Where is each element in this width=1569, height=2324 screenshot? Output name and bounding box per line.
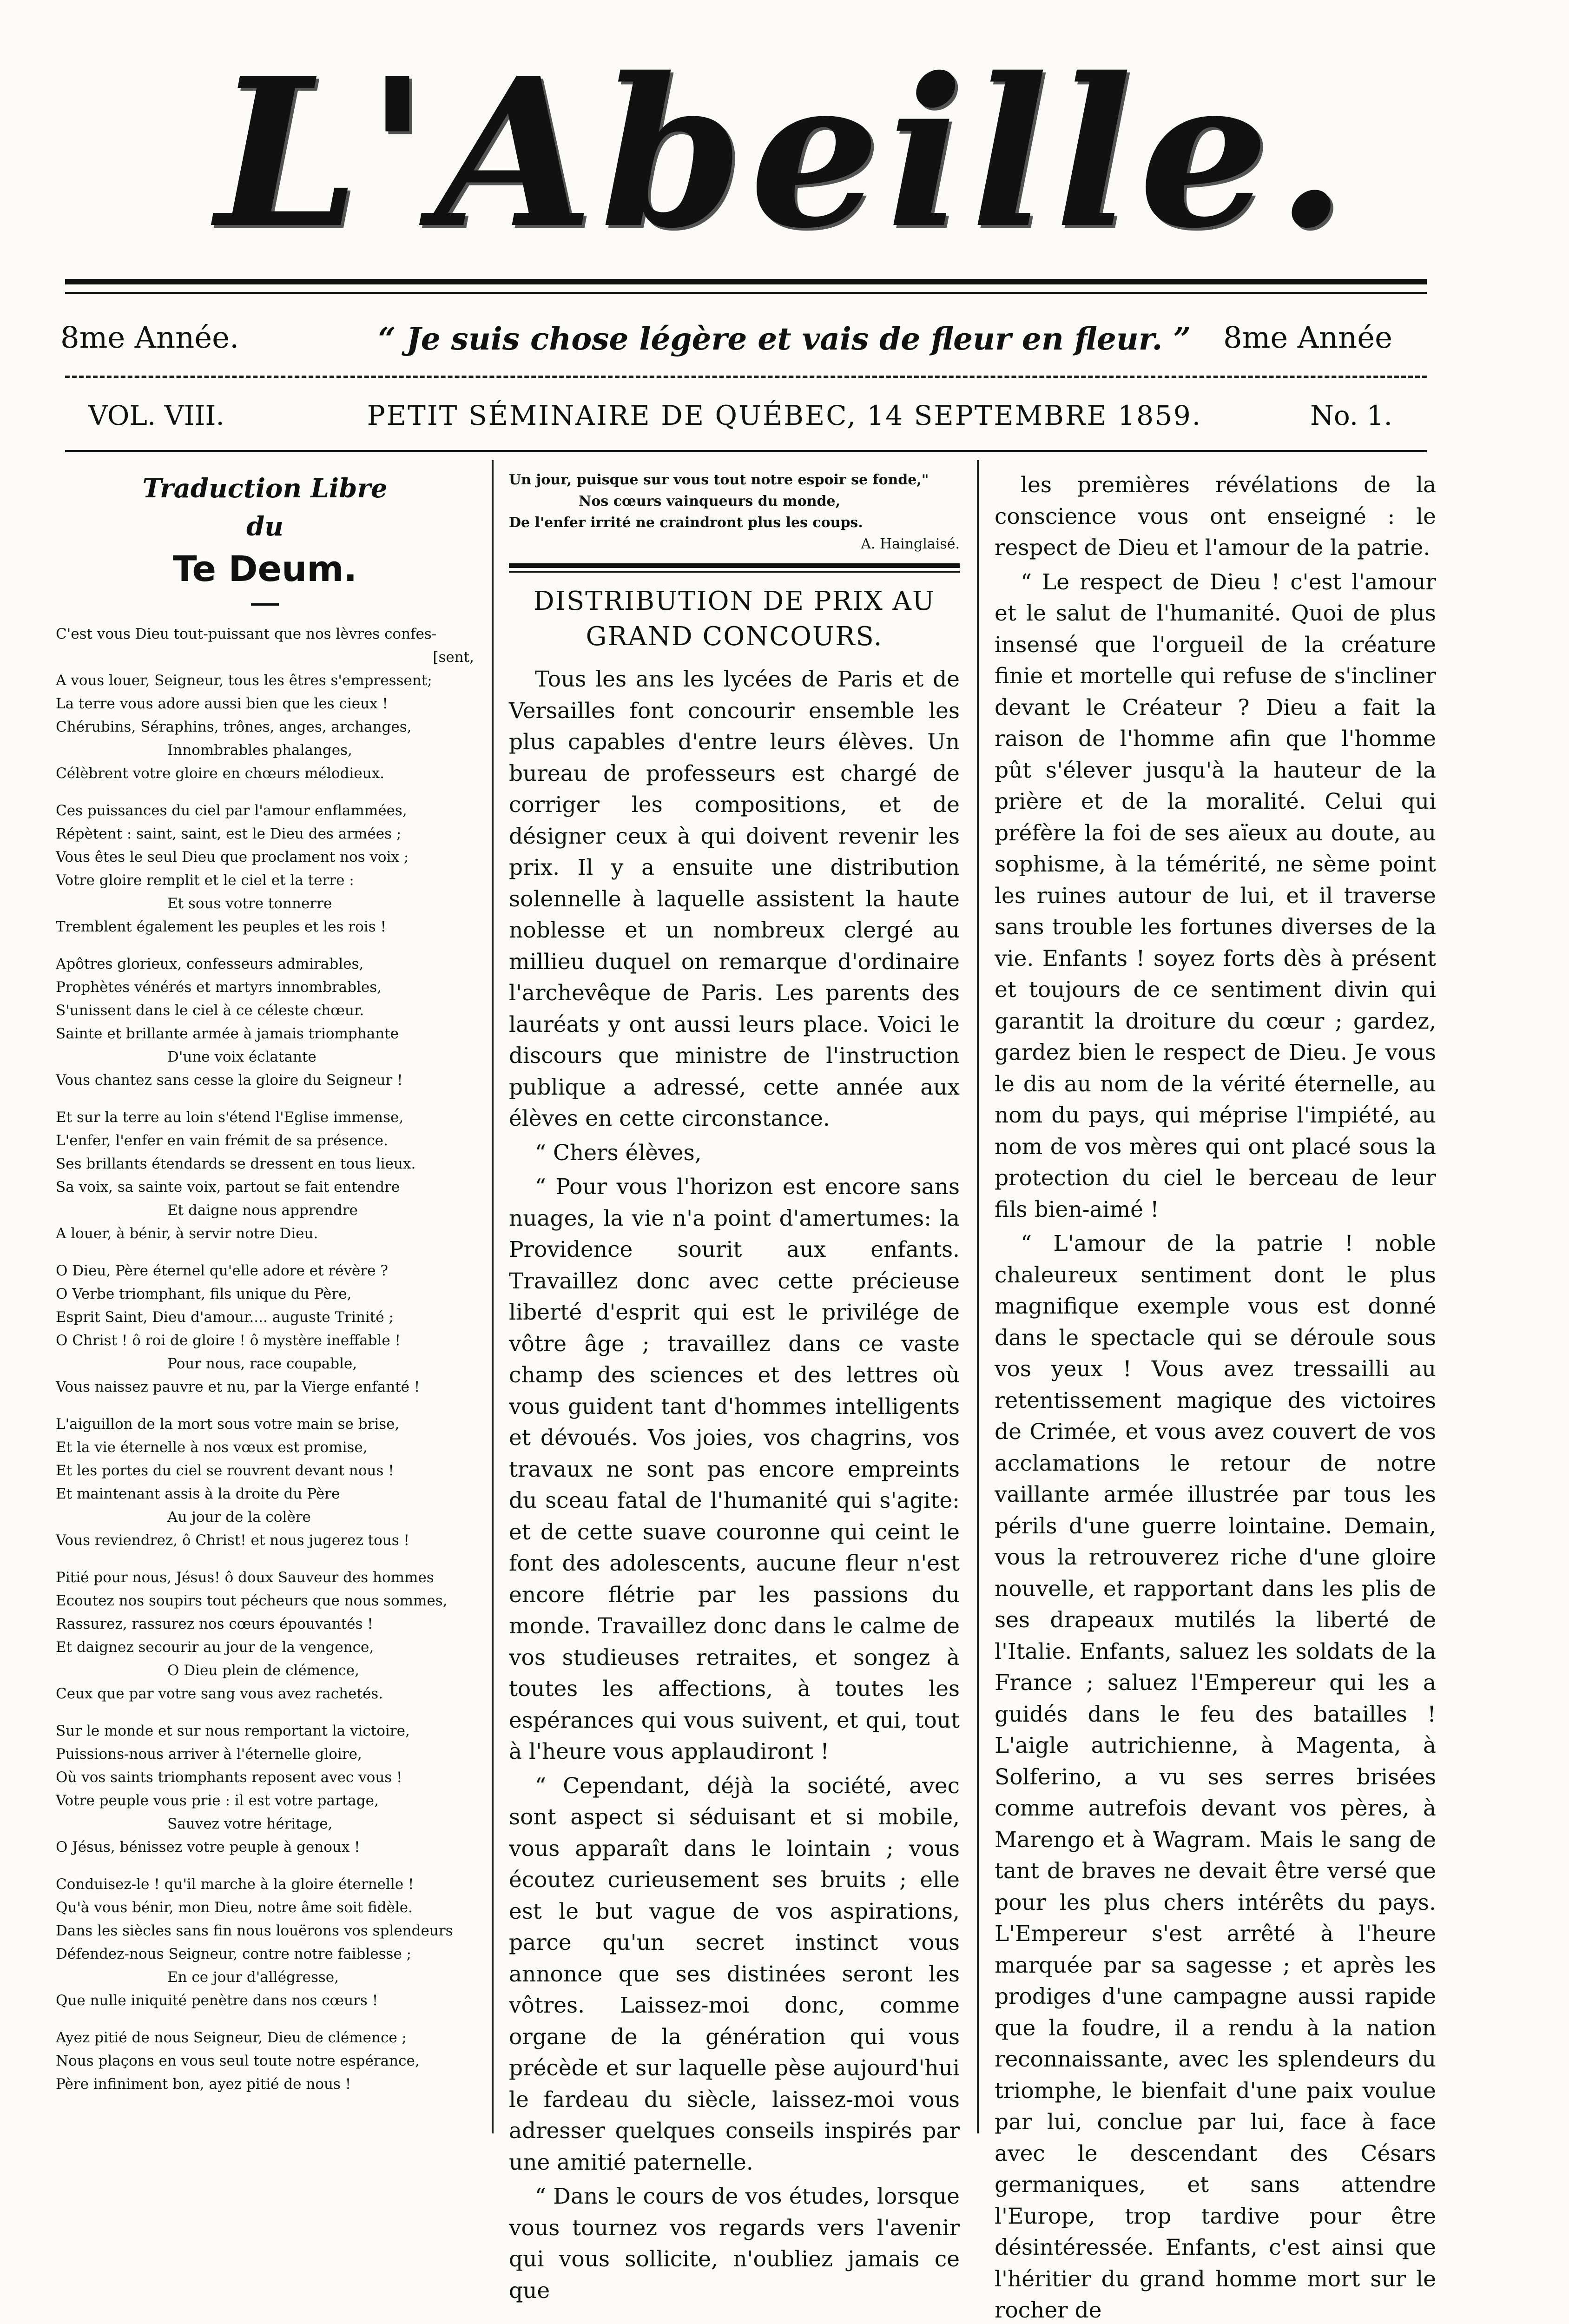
poem-body — [56, 622, 474, 2096]
poem-line: [sent, — [433, 649, 474, 666]
year-left: 8me Année. — [60, 321, 239, 355]
poem-line: Et les portes du ciel se rouvrent devant nous ! — [56, 1462, 394, 1479]
poem-line: Ceux que par votre sang vous avez rachetés. — [56, 1685, 383, 1702]
article-paragraph: “ Cependant, déjà la société, avec sont aspect si séduisant et si mobile, vous apparaît dans le lointain ; vous écoutez curieusement ses bruits ; elle est le but vague de vos aspirations, parce qu'un secret instinct vous annonce que ses distinées seront les vôtres. Laissez-moi donc, comme organe de la génération qui vous précède et sur laquelle pèse aujourd'hui le fardeau du siècle, laissez-moi vous adresser quelques conseils inspirés par une amitié paternelle. — [509, 1773, 960, 2175]
poem-line: Pitié pour nous, Jésus! ô doux Sauveur des hommes — [56, 1569, 434, 1586]
poem-line: Tremblent également les peuples et les rois ! — [56, 918, 386, 935]
poem-line: Et daigne nous apprendre — [167, 1202, 358, 1219]
poem-line: C'est vous Dieu tout-puissant que nos lèvres confes- — [56, 626, 437, 642]
poem-line: Vous reviendrez, ô Christ! et nous jugerez tous ! — [56, 1532, 409, 1549]
poem-stanza — [56, 1259, 474, 1399]
issue-number: No. 1. — [1310, 400, 1392, 431]
poem-line: Dans les siècles sans fin nous louërons vos splendeurs — [56, 1922, 453, 1939]
article-headline — [509, 584, 960, 654]
poem-stanza — [56, 2026, 474, 2096]
poem-line: O Verbe triomphant, fils unique du Père, — [56, 1286, 352, 1302]
poem-line: Ses brillants étendards se dressent en tous lieux. — [56, 1155, 416, 1172]
article-paragraph: Tous les ans les lycées de Paris et de Versailles font concourir ensemble les plus capables d'entre leurs élèves. Un bureau de professeurs est chargé de corriger les compositions, et de désigner ceux à qui doivent revenir les prix. Il y a ensuite une distribution solennelle à laquelle assistent la haute noblesse et un nombreux clergé au millieu duquel on remarque d'ordinaire l'archevêque de Paris. Les parents des lauréats y ont aussi leurs place. Voici le discours que ministre de l'instruction publique a adressé, cette année aux élèves en cette circonstance. — [509, 667, 960, 1131]
poem-line: Sauvez votre héritage, — [167, 1816, 333, 1832]
column-divider-2 — [977, 460, 979, 2133]
poem-line: Votre peuple vous prie : il est votre partage, — [56, 1792, 379, 1809]
poem-line: Innombrables phalanges, — [167, 742, 352, 759]
poem-stanza — [56, 1719, 474, 1859]
poem-heading-line2: du — [246, 511, 283, 542]
poem-line: A louer, à bénir, à servir notre Dieu. — [56, 1225, 318, 1242]
poem-stanza — [56, 1873, 474, 2012]
poem-line: L'enfer, l'enfer en vain frémit de sa présence. — [56, 1132, 388, 1149]
poem-line: Vous chantez sans cesse la gloire du Seigneur ! — [56, 1072, 403, 1089]
epigraph-line: De l'enfer irrité ne craindront plus les coups. — [509, 515, 863, 531]
poem-line: Sa voix, sa sainte voix, partout se fait entendre — [56, 1179, 400, 1195]
poem-line: Père infiniment bon, ayez pitié de nous ! — [56, 2076, 351, 2093]
epigraph-line: Nos cœurs vainqueurs du monde, — [579, 493, 841, 509]
poem-line: Et la vie éternelle à nos vœux est promise, — [56, 1439, 368, 1456]
header-bottom-rule — [65, 450, 1427, 452]
article-body-part2 — [995, 469, 1436, 2324]
poem-line: Et daignez secourir au jour de la vengence, — [56, 1639, 374, 1656]
poem-line: Et sous votre tonnerre — [167, 895, 332, 912]
poem-line: En ce jour d'allégresse, — [167, 1969, 339, 1986]
poem-line: Au jour de la colère — [167, 1509, 311, 1525]
poem-line: Défendez-nous Seigneur, contre notre faiblesse ; — [56, 1946, 412, 1962]
poem-line: Que nulle iniquité penètre dans nos cœurs ! — [56, 1992, 378, 2009]
heading-dash — [251, 603, 279, 606]
dashed-divider — [65, 376, 1427, 378]
article-body-part1 — [509, 664, 960, 2306]
place-and-date: PETIT SÉMINAIRE DE QUÉBEC, 14 SEPTEMBRE 1859. — [367, 400, 1202, 431]
poem-stanza — [56, 1566, 474, 1705]
poem-line: Vous naissez pauvre et nu, par la Vierge enfanté ! — [56, 1379, 420, 1395]
poem-line: Nous plaçons en vous seul toute notre espérance, — [56, 2053, 420, 2069]
article-column-2 — [509, 469, 960, 2304]
newspaper-title: L'Abeille. — [216, 33, 1353, 273]
article-paragraph: les premières révélations de la conscience vous ont enseigné : le respect de Dieu et l'amour de la patrie. — [995, 472, 1436, 561]
poem-line: Répètent : saint, saint, est le Dieu des armées ; — [56, 825, 402, 842]
masthead-thin-rule — [65, 292, 1427, 294]
poem-line: O Dieu, Père éternel qu'elle adore et révère ? — [56, 1262, 388, 1279]
headline-line: DISTRIBUTION DE PRIX AU — [533, 586, 936, 616]
poem-title: Te Deum. — [172, 548, 357, 589]
poem-line: Votre gloire remplit et le ciel et la terre : — [56, 872, 354, 889]
article-column-3 — [995, 469, 1436, 2323]
poem-line: Pour nous, race coupable, — [167, 1355, 357, 1372]
poem-line: Et sur la terre au loin s'étend l'Eglise immense, — [56, 1109, 404, 1126]
poem-line: Ces puissances du ciel par l'amour enflammées, — [56, 802, 407, 819]
poem-line: Et maintenant assis à la droite du Père — [56, 1486, 340, 1502]
poem-stanza — [56, 1413, 474, 1552]
poem-line: Sainte et brillante armée à jamais triomphante — [56, 1025, 399, 1042]
poem-line: Qu'à vous bénir, mon Dieu, notre âme soit fidèle. — [56, 1899, 413, 1916]
poem-line: Chérubins, Séraphins, trônes, anges, archanges, — [56, 719, 412, 735]
poem-line: S'unissent dans le ciel à ce céleste chœur. — [56, 1002, 364, 1019]
section-thick-rule — [509, 563, 960, 568]
poem-line: Prophètes vénérés et martyrs innombrables, — [56, 979, 382, 996]
masthead-thick-rule — [65, 279, 1427, 284]
poem-line: O Jésus, bénissez votre peuple à genoux ! — [56, 1839, 360, 1855]
epigraph — [509, 469, 960, 555]
poem-line: Ecoutez nos soupirs tout pécheurs que nous sommes, — [56, 1592, 448, 1609]
poem-line: O Dieu plein de clémence, — [167, 1662, 359, 1679]
masthead — [0, 0, 1569, 273]
headline-line: GRAND CONCOURS. — [586, 621, 883, 652]
poem-line: Esprit Saint, Dieu d'amour.... auguste Trinité ; — [56, 1309, 394, 1326]
section-thin-rule — [509, 571, 960, 573]
poem-line: Ayez pitié de nous Seigneur, Dieu de clémence ; — [56, 2029, 407, 2046]
article-paragraph: “ Pour vous l'horizon est encore sans nuages, la vie n'a point d'amertumes: la Providence sourit aux enfants. Travaillez donc avec cette précieuse liberté d'esprit qui est le privilége de vôtre âge ; travaillez dans ce vaste champ des sciences et des lettres où vous guident tant d'hommes intelligents et dévoués. Vos joies, vos chagrins, vos travaux ne sont pas encore empreints du sceau fatal de l'humanité qui s'agite: et de cette suave couronne qui ceint le font des adolescents, aucune fleur n'est encore flétrie par les passions du monde. Travaillez donc dans le calme de vos studieuses retraites, et songez à toutes les affections, à toutes les espérances qui vous suivent, et qui, tout à l'heure vous applaudiront ! — [509, 1174, 960, 1764]
volume-number: VOL. VIII. — [88, 400, 224, 431]
poem-line: Conduisez-le ! qu'il marche à la gloire éternelle ! — [56, 1876, 414, 1893]
poem-line: A vous louer, Seigneur, tous les êtres s'empressent; — [56, 672, 432, 689]
poem-line: Apôtres glorieux, confesseurs admirables, — [56, 956, 364, 972]
article-paragraph: “ L'amour de la patrie ! noble chaleureux sentiment dont le plus magnifique exemple vous est donné dans le spectacle qui se déroule sous vos yeux ! Vous avez tressailli au retentissement magique des victoires de Crimée, et vous avez couvert de vos acclamations le retour de notre vaillante armée illustrée par tous les périls d'une guerre lointaine. Demain, vous la retrouverez riche d'une gloire nouvelle, et rapportant dans les plis de ses drapeaux mutilés la liberté de l'Italie. Enfants, saluez les soldats de la France ; saluez l'Empereur qui les a guidés dans le feu des batailles ! L'aigle autrichienne, à Magenta, à Solferino, a vu ses serres brisées comme autrefois devant vos pères, à Marengo et à Wagram. Mais le sang de tant de braves ne devait être versé que pour les plus chers intérêts du pays. L'Empereur s'est arrêté à l'heure marquée par sa sagesse ; et après les prodiges d'une campagne aussi rapide que la foudre, il a rendu à la nation reconnaissante, avec les splendeurs du triomphe, le bienfait d'une paix voulue par lui, conclue par lui, face à face avec le descendant des Césars germaniques, et sans attendre l'Europe, trop tardive pour être désintéressée. Enfants, c'est ainsi que l'héritier du grand homme mort sur le rocher de — [995, 1231, 1436, 2323]
article-paragraph: “ Dans le cours de vos études, lorsque vous tournez vos regards vers l'avenir qui vous sollicite, n'oubliez jamais ce que — [509, 2184, 960, 2304]
poem-line: Célèbrent votre gloire en chœurs mélodieux. — [56, 765, 385, 782]
poem-line: Vous êtes le seul Dieu que proclament nos voix ; — [56, 849, 409, 865]
poem-stanza — [56, 1106, 474, 1245]
epigraph-line: Un jour, puisque sur vous tout notre espoir se fonde," — [509, 472, 929, 488]
poem-line: Sur le monde et sur nous remportant la victoire, — [56, 1723, 410, 1739]
poem-heading-line1: Traduction Libre — [142, 473, 388, 504]
epigraph-signature: A. Hainglaisé. — [861, 536, 960, 552]
poem-stanza — [56, 952, 474, 1092]
year-right: 8me Année — [1223, 321, 1392, 355]
poem-stanza — [56, 799, 474, 938]
article-paragraph: “ Le respect de Dieu ! c'est l'amour et le salut de l'humanité. Quoi de plus insensé que l'orgueil de la créature finie et mortelle qui refuse de s'incliner devant le Créateur ? Dieu a fait la raison de l'homme afin que l'homme pût s'élever jusqu'à la hauteur de la prière et de la moralité. Celui qui préfère la foi de ses aïeux au doute, au sophisme, à la témérité, ne sème point les ruines autour de lui, et il traverse sans trouble les fortunes diverses de la vie. Enfants ! soyez forts dès à présent et toujours de ce sentiment divin qui garantit la droiture du cœur ; gardez, gardez bien le respect de Dieu. Je vous le dis au nom de la vérité éternelle, au nom du pays, qui méprise l'impiété, au nom de vos mères qui ont placé sous la protection du ciel le berceau de leur fils bien-aimé ! — [995, 569, 1436, 1222]
poem-line: La terre vous adore aussi bien que les cieux ! — [56, 695, 388, 712]
poem-column — [56, 469, 474, 2143]
poem-line: O Christ ! ô roi de gloire ! ô mystère ineffable ! — [56, 1332, 401, 1349]
poem-line: Où vos saints triomphants reposent avec vous ! — [56, 1769, 402, 1786]
poem-line: L'aiguillon de la mort sous votre main se brise, — [56, 1416, 400, 1433]
poem-line: Puissions-nous arriver à l'éternelle gloire, — [56, 1746, 362, 1763]
poem-line: D'une voix éclatante — [167, 1049, 316, 1065]
poem-stanza — [56, 622, 474, 785]
motto: “ Je suis chose légère et vais de fleur en fleur. ” — [378, 321, 1191, 357]
article-paragraph: “ Chers élèves, — [535, 1140, 702, 1166]
column-divider-1 — [492, 460, 494, 2133]
poem-line: Rassurez, rassurez nos cœurs épouvantés ! — [56, 1616, 373, 1632]
